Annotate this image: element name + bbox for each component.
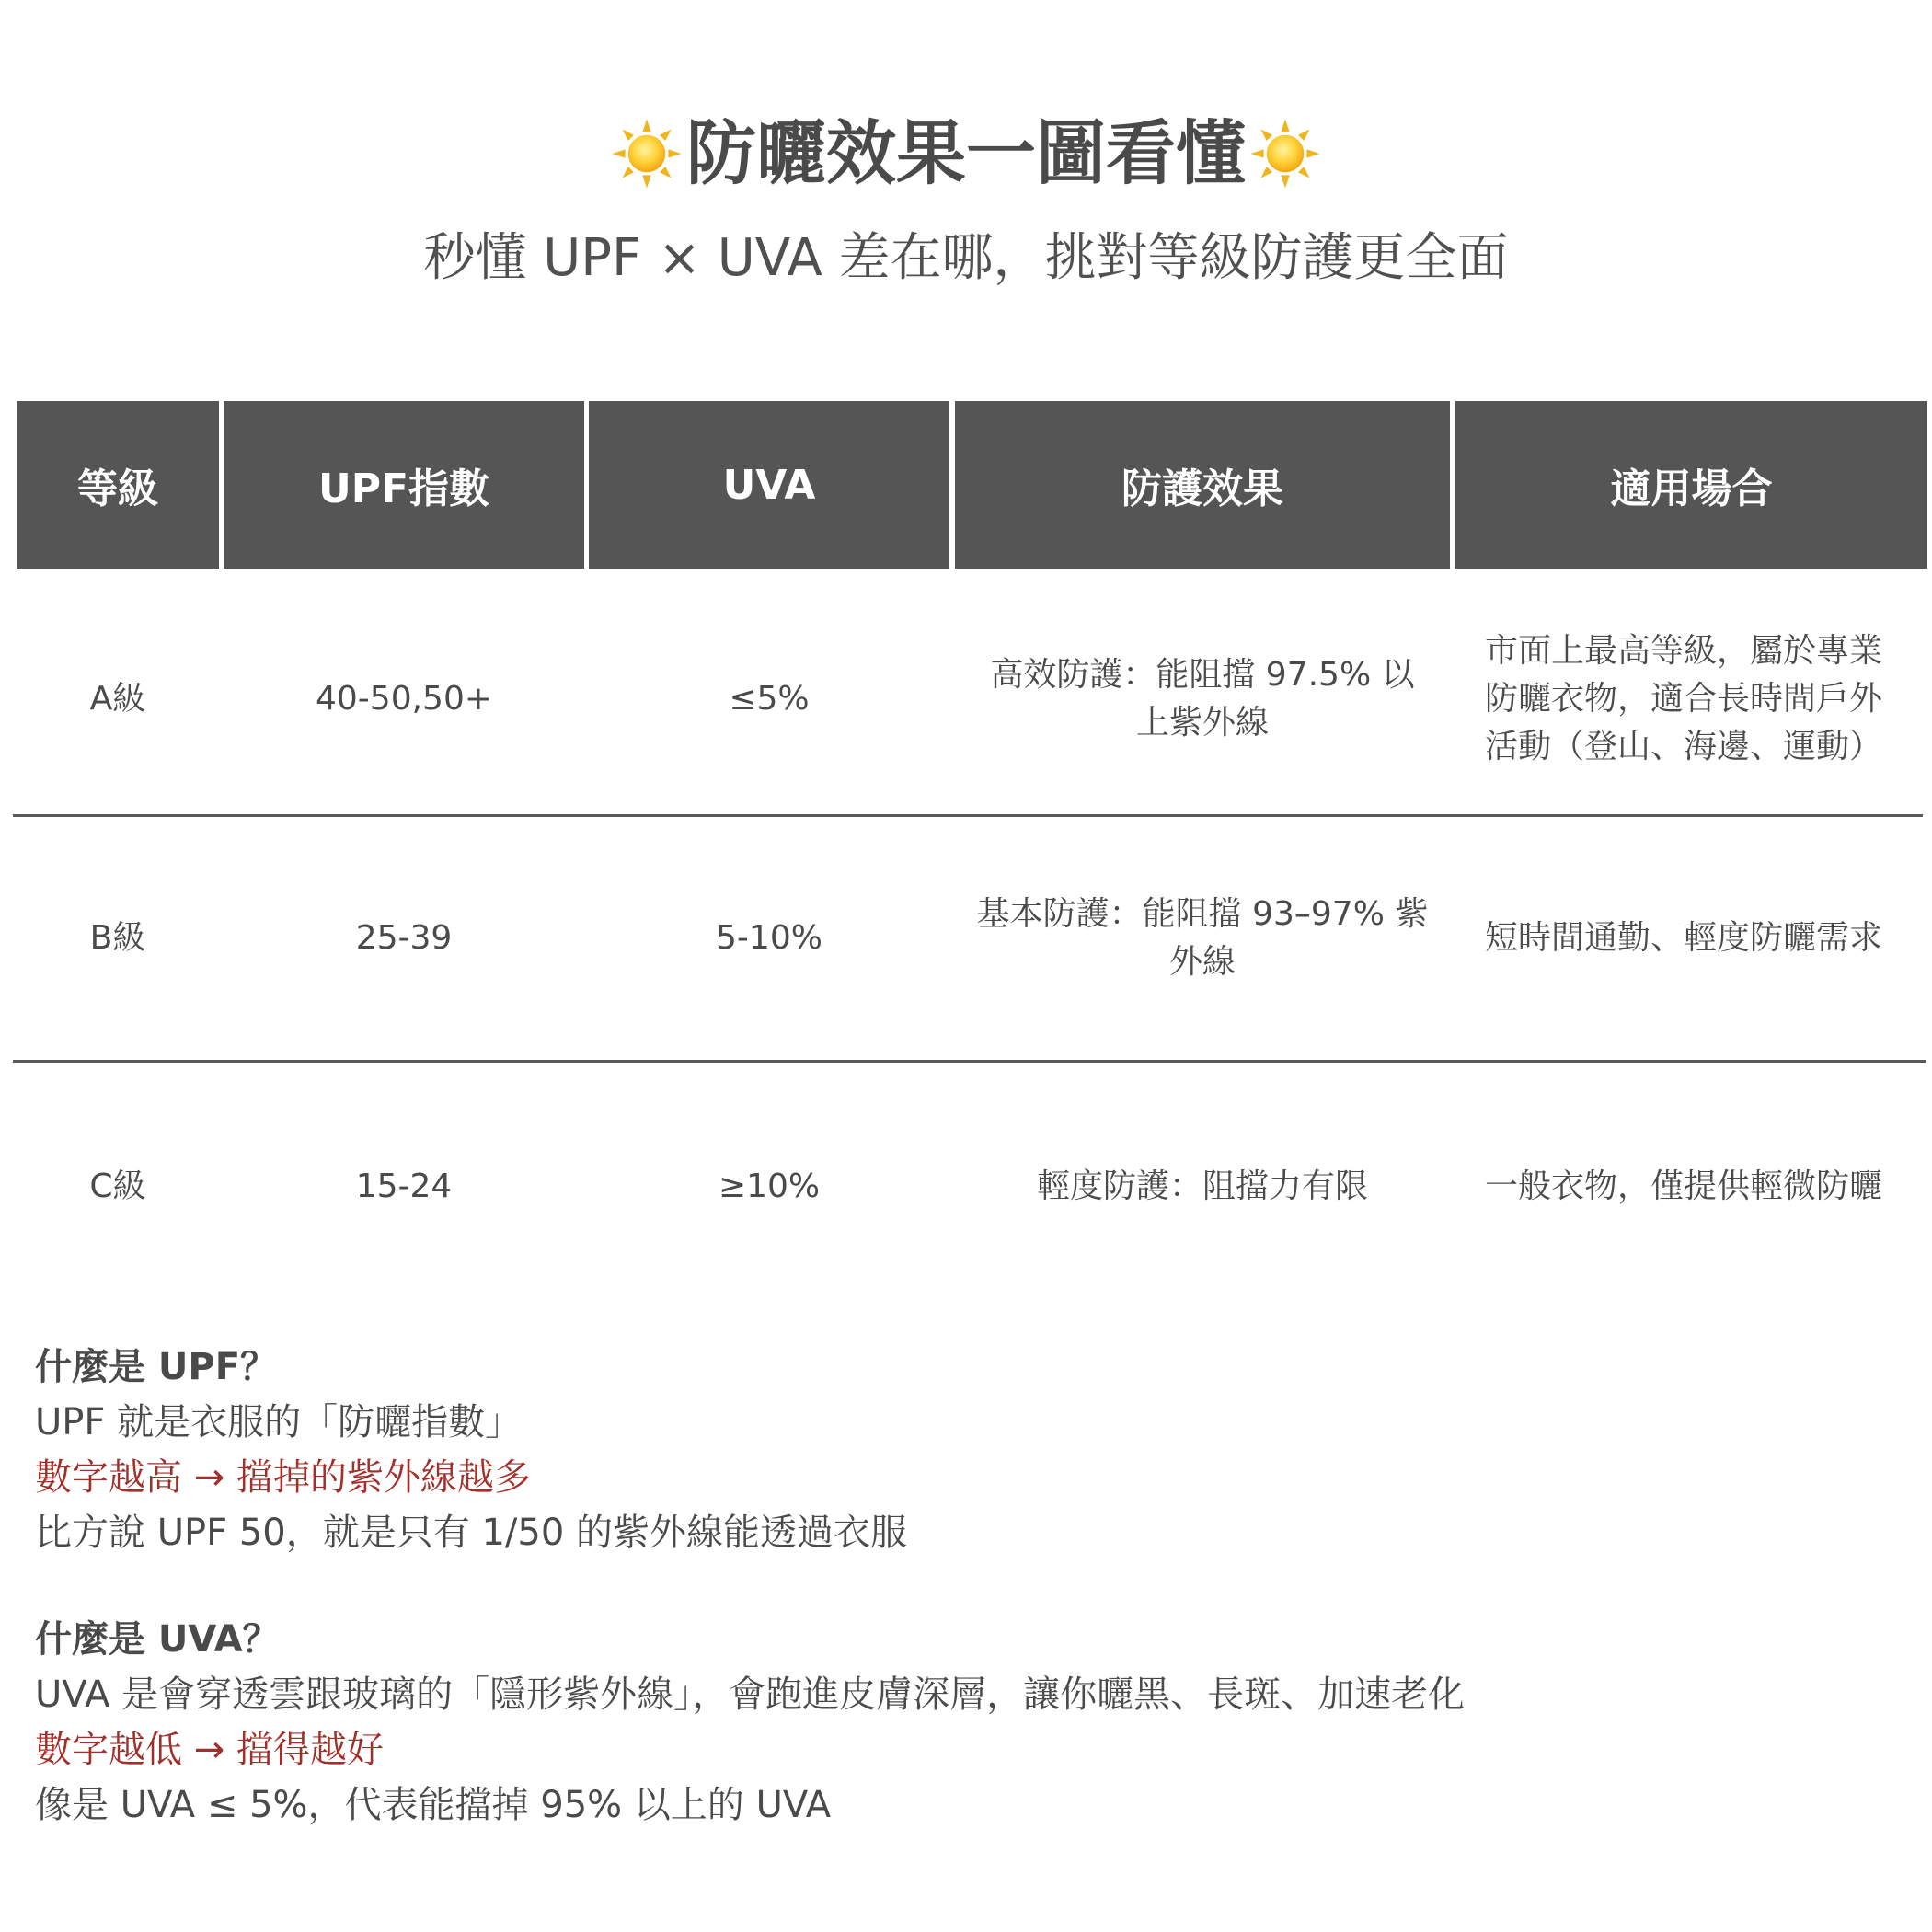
upf-definition: UPF 就是衣服的「防曬指數」 xyxy=(35,1401,523,1443)
table-row xyxy=(0,1067,1932,1306)
upf-example: 比方說 UPF 50，就是只有 1/50 的紫外線能透過衣服 xyxy=(35,1512,907,1554)
cell-uva: 5-10% xyxy=(716,918,822,957)
uva-explanation xyxy=(35,1612,1875,1833)
cell-effect: 輕度防護：阻擋力有限 xyxy=(1036,1167,1368,1205)
column-header-uva: UVA xyxy=(589,401,949,569)
column-header-effect: 防護效果 xyxy=(955,401,1450,569)
cell-grade: A級 xyxy=(89,679,146,718)
cell-grade: C級 xyxy=(89,1167,146,1205)
uva-question: 什麼是 UVA？ xyxy=(35,1618,280,1661)
cell-usage: 一般衣物，僅提供輕微防曬 xyxy=(1485,1167,1883,1205)
upf-highlight: 數字越高 → 擋掉的紫外線越多 xyxy=(35,1456,531,1499)
cell-upf: 15-24 xyxy=(355,1167,453,1205)
column-header-upf: UPF指數 xyxy=(224,401,584,569)
column-header-usage: 適用場合 xyxy=(1455,401,1927,569)
uva-definition: UVA 是會穿透雲跟玻璃的「隱形紫外線」，會跑進皮膚深層，讓你曬黑、長斑、加速老化 xyxy=(35,1673,1466,1716)
column-header-grade: 等級 xyxy=(17,401,219,569)
cell-usage: 市面上最高等級，屬於專業防曬衣物，適合長時間戶外活動（登山、海邊、運動） xyxy=(1485,631,1883,766)
table-row xyxy=(0,589,1932,810)
upf-question: 什麼是 UPF？ xyxy=(35,1346,278,1388)
row-divider xyxy=(13,814,1923,817)
cell-grade: B級 xyxy=(89,918,146,957)
cell-effect: 高效防護：能阻擋 97.5% 以上紫外線 xyxy=(990,655,1415,742)
row-divider xyxy=(13,1060,1926,1063)
upf-explanation xyxy=(35,1340,1875,1560)
table-row xyxy=(0,819,1932,1058)
cell-upf: 40-50,50+ xyxy=(315,679,493,718)
cell-upf: 25-39 xyxy=(355,918,453,957)
page-title xyxy=(0,112,1932,194)
sun-icon xyxy=(611,118,683,190)
table-header xyxy=(0,401,1932,569)
cell-usage: 短時間通勤、輕度防曬需求 xyxy=(1485,918,1883,957)
uva-highlight: 數字越低 → 擋得越好 xyxy=(35,1729,384,1771)
uva-example: 像是 UVA ≤ 5%，代表能擋掉 95% 以上的 UVA xyxy=(35,1784,832,1826)
title-text: 防曬效果一圖看懂 xyxy=(686,112,1246,194)
cell-uva: ≤5% xyxy=(729,679,810,718)
sun-icon xyxy=(1249,118,1321,190)
cell-effect: 基本防護：能阻擋 93–97% 紫外線 xyxy=(976,894,1429,981)
page-subtitle: 秒懂 UPF × UVA 差在哪，挑對等級防護更全面 xyxy=(423,228,1509,288)
cell-uva: ≥10% xyxy=(718,1167,821,1205)
